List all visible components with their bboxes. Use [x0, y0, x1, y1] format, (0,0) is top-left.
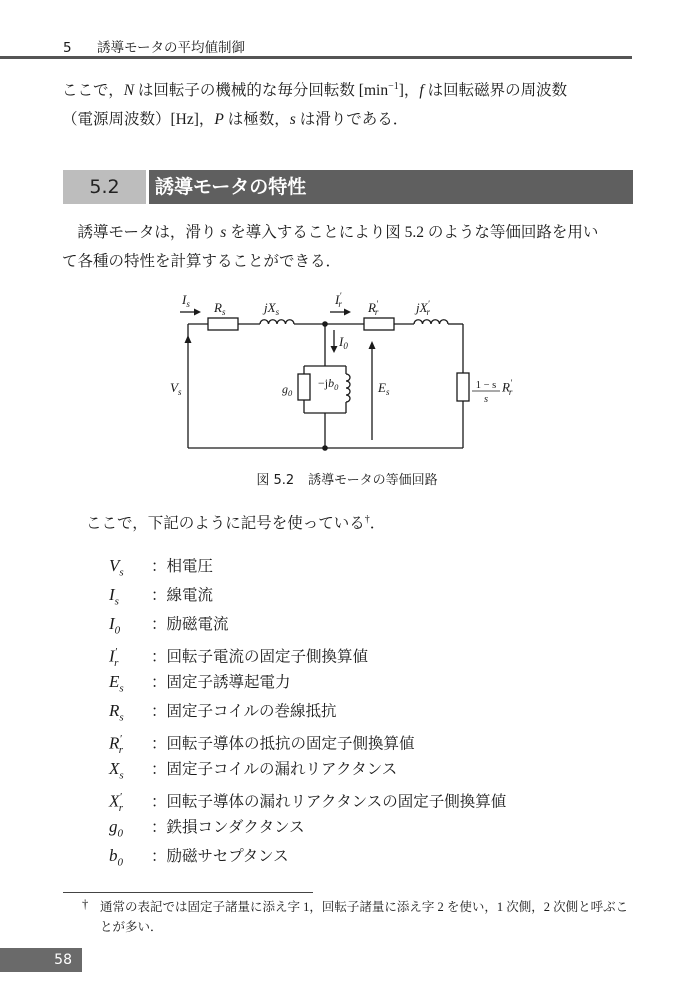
label-load-R: $R'_r$: [502, 378, 513, 397]
symbol-variable: $V_s$: [109, 556, 124, 579]
chapter-number: 5: [63, 40, 72, 56]
section-title: 誘導モータの特性: [149, 170, 633, 204]
symbol-description: ：相電圧: [151, 558, 214, 575]
footnote-line: とが多い．: [100, 920, 163, 934]
symbol-variable: $b_0$: [109, 846, 123, 869]
label-Ir: I′ r: [335, 291, 342, 309]
symbol-description: ：固定子コイルの漏れリアクタンス: [151, 761, 398, 778]
symbol-description: ：励磁電流: [151, 616, 229, 633]
label-load-denominator: s: [483, 394, 489, 405]
paragraph-line: （電源周波数）[Hz]，P は極数，s は滑りである．: [62, 111, 409, 129]
symbol-description: ：励磁サセプタンス: [151, 848, 289, 865]
symbol-description: ：回転子導体の漏れリアクタンスの固定子側換算値: [151, 793, 507, 811]
symbol-variable: $I_s$: [109, 585, 119, 608]
page-number: 58: [0, 948, 82, 972]
symbol-variable: $E_s$: [109, 672, 124, 695]
symbol-item: [109, 638, 506, 670]
symbol-variable: $I'_r$: [109, 646, 119, 670]
footnote-ref: †: [364, 513, 370, 525]
label-Rr: R′ r: [368, 299, 379, 317]
figure-label: 図 5.2: [256, 473, 295, 488]
symbol-variable: $X_s$: [109, 759, 124, 782]
symbol-description: ：鉄損コンダクタンス: [151, 819, 305, 836]
symbol-item: [109, 725, 506, 757]
chapter-title: 誘導モータの平均値制御: [97, 40, 245, 56]
equivalent-circuit-diagram: [170, 288, 500, 458]
symbol-item: [109, 609, 506, 638]
symbol-item: [109, 841, 506, 870]
symbol-description: ：回転子導体の抵抗の固定子側換算値: [151, 735, 415, 753]
label-g0: $g_0$: [282, 382, 293, 398]
label-jXr: jX′ r: [416, 299, 431, 317]
header-rule: [0, 56, 632, 59]
symbol-description: ：固定子誘導起電力: [151, 674, 291, 691]
symbol-variable: $g_0$: [109, 817, 123, 840]
paragraph-line: ここで，N は回転子の機械的な毎分回転数 $[\min^{-1}]$，f は回転磁界の周波数: [62, 81, 568, 100]
label-jXs: $jX_s$: [264, 300, 280, 317]
symbol-variable: $R'_r$: [109, 733, 124, 757]
symbol-item: [109, 580, 506, 609]
label-load-numerator: 1 − s: [475, 380, 497, 391]
symbol-description: ：線電流: [151, 587, 214, 604]
circuit-node: [322, 445, 328, 451]
footnote-line: 通常の表記では固定子諸量に添え字 1，回転子諸量に添え字 2 を使い，1 次側，2 次側と呼ぶこ: [100, 900, 629, 914]
label-I0: $I_0$: [339, 334, 348, 351]
label-b0: $-jb_0$: [318, 376, 339, 392]
circuit-node: [322, 321, 328, 327]
paragraph-intro: [62, 72, 637, 134]
symbol-list: [109, 551, 506, 870]
label-Is: $I_s$: [182, 292, 190, 309]
symbol-description: ：回転子電流の固定子側換算値: [151, 648, 369, 666]
label-Vs: $V_s$: [170, 380, 182, 397]
footnote: [80, 897, 636, 937]
label-Rs: $R_s$: [214, 300, 226, 317]
symbol-variable: $I_0$: [109, 614, 121, 637]
figure-caption: [0, 469, 694, 488]
symbol-item: [109, 667, 506, 696]
paragraph-line: て各種の特性を計算することができる．: [62, 253, 342, 270]
symbol-item: [109, 551, 506, 580]
figure-caption-text: 誘導モータの等価回路: [308, 473, 438, 488]
section-heading: [63, 170, 633, 204]
footnote-rule: [63, 892, 313, 893]
symbol-variable: $X'_r$: [109, 791, 124, 815]
symbol-variable: $R_s$: [109, 701, 124, 724]
symbol-item: [109, 754, 506, 783]
symbol-description: ：固定子コイルの巻線抵抗: [151, 703, 337, 720]
symbol-item: [109, 812, 506, 841]
label-Es: $E_s$: [378, 380, 390, 397]
running-header: [63, 36, 245, 56]
footnote-mark: †: [82, 897, 89, 911]
symbol-item: [109, 783, 507, 815]
symbol-item: [109, 696, 506, 725]
symbol-intro: ここで，下記のように記号を使っている†．: [86, 513, 386, 532]
paragraph-line: 誘導モータは，滑り s を導入することにより図 5.2 のような等価回路を用い: [77, 224, 599, 241]
paragraph-section: [62, 218, 637, 276]
section-number: 5.2: [63, 170, 146, 204]
